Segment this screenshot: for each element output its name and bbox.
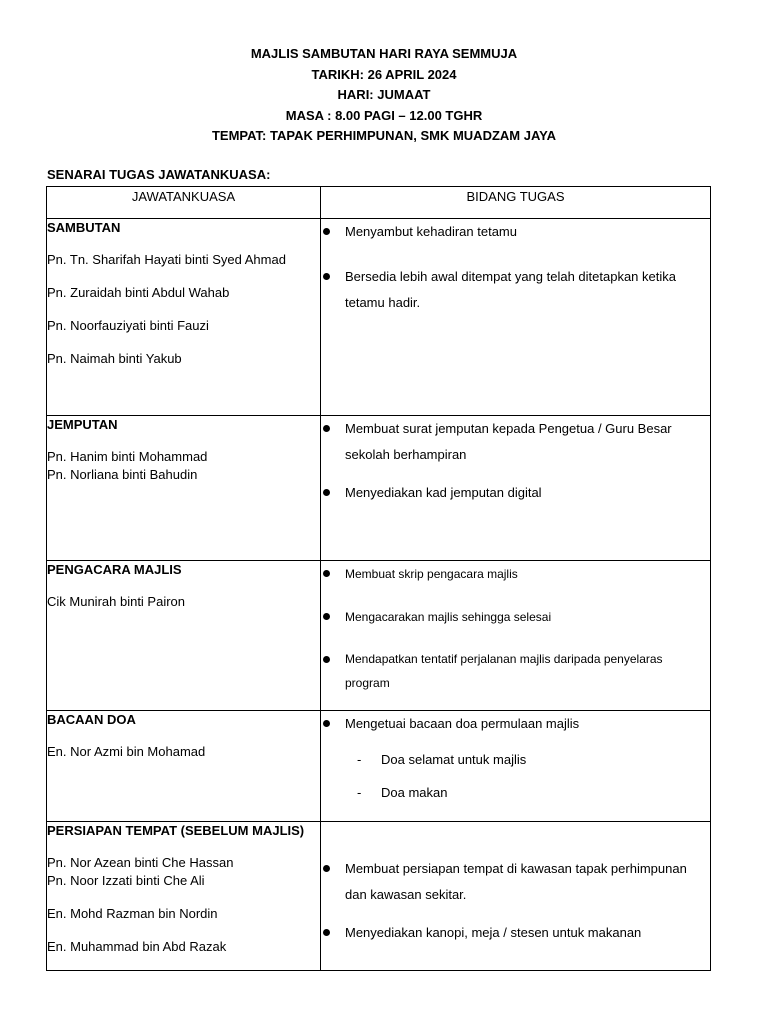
duty-item: Mengacarakan majlis sehingga selesai bbox=[321, 604, 710, 630]
member-name: En. Mohd Razman bin Nordin bbox=[47, 906, 218, 921]
member-name: Pn. Zuraidah binti Abdul Wahab bbox=[47, 285, 230, 300]
member-name: Pn. Nor Azean binti Che Hassan bbox=[47, 855, 234, 870]
duty-item: Menyambut kehadiran tetamu bbox=[321, 219, 710, 245]
committee-table bbox=[46, 186, 711, 971]
event-title: MAJLIS SAMBUTAN HARI RAYA SEMMUJA bbox=[250, 46, 518, 61]
duty-item: Membuat persiapan tempat di kawasan tapak perhimpunan dan kawasan sekitar. bbox=[321, 856, 710, 908]
column-header-duties: BIDANG TUGAS bbox=[321, 187, 711, 219]
table-row bbox=[47, 219, 711, 416]
duty-item: Mengetuai bacaan doa permulaan majlis bbox=[321, 711, 710, 737]
sub-duty-item: - Doa makan bbox=[321, 783, 710, 803]
duty-item: Membuat surat jemputan kepada Pengetua / Guru Besar sekolah berhampiran bbox=[321, 416, 710, 468]
document-header bbox=[0, 44, 768, 147]
event-date: TARIKH: 26 APRIL 2024 bbox=[311, 66, 457, 82]
committee-name: PENGACARA MAJLIS bbox=[47, 562, 182, 577]
duty-item: Menyediakan kanopi, meja / stesen untuk makanan bbox=[321, 920, 710, 946]
member-name: Pn. Noorfauziyati binti Fauzi bbox=[47, 318, 209, 333]
committee-cell bbox=[47, 561, 321, 711]
event-venue: TEMPAT: TAPAK PERHIMPUNAN, SMK MUADZAM JAYA bbox=[211, 128, 557, 143]
table-header-row bbox=[47, 187, 711, 219]
event-day: HARI: JUMAAT bbox=[337, 87, 431, 102]
member-name: Cik Munirah binti Pairon bbox=[47, 594, 186, 609]
duty-item: Bersedia lebih awal ditempat yang telah ditetapkan ketika tetamu hadir. bbox=[321, 264, 710, 316]
duties-cell bbox=[321, 416, 711, 561]
duties-cell bbox=[321, 561, 711, 711]
committee-name: PERSIAPAN TEMPAT (SEBELUM MAJLIS) bbox=[47, 823, 305, 838]
committee-name: BACAAN DOA bbox=[47, 712, 136, 727]
sub-duty-item: - Doa selamat untuk majlis bbox=[321, 750, 710, 770]
table-row bbox=[47, 561, 711, 711]
member-name: Pn. Naimah binti Yakub bbox=[47, 351, 182, 366]
event-time: MASA : 8.00 PAGI – 12.00 TGHR bbox=[285, 107, 483, 123]
member-name: Pn. Noor Izzati binti Che Ali bbox=[47, 873, 205, 888]
table-row bbox=[47, 711, 711, 822]
member-name: Pn. Norliana binti Bahudin bbox=[47, 467, 198, 482]
committee-cell bbox=[47, 219, 321, 416]
committee-name: SAMBUTAN bbox=[47, 220, 121, 235]
duty-item: Menyediakan kad jemputan digital bbox=[321, 480, 710, 506]
duties-cell bbox=[321, 822, 711, 971]
duty-item: Mendapatkan tentatif perjalanan majlis daripada penyelaras program bbox=[321, 647, 710, 695]
column-header-committee: JAWATANKUASA bbox=[47, 187, 321, 219]
committee-cell bbox=[47, 822, 321, 971]
member-name: Pn. Hanim binti Mohammad bbox=[47, 449, 208, 464]
duty-item: Membuat skrip pengacara majlis bbox=[321, 561, 710, 587]
committee-cell bbox=[47, 416, 321, 561]
member-name: En. Nor Azmi bin Mohamad bbox=[47, 744, 206, 759]
duties-cell bbox=[321, 219, 711, 416]
committee-cell bbox=[47, 711, 321, 822]
committee-name: JEMPUTAN bbox=[47, 417, 118, 432]
duties-cell bbox=[321, 711, 711, 822]
member-name: Pn. Tn. Sharifah Hayati binti Syed Ahmad bbox=[47, 252, 286, 267]
table-row bbox=[47, 822, 711, 971]
list-title: SENARAI TUGAS JAWATANKUASA: bbox=[47, 167, 271, 182]
member-name: En. Muhammad bin Abd Razak bbox=[47, 939, 227, 954]
table-row bbox=[47, 416, 711, 561]
